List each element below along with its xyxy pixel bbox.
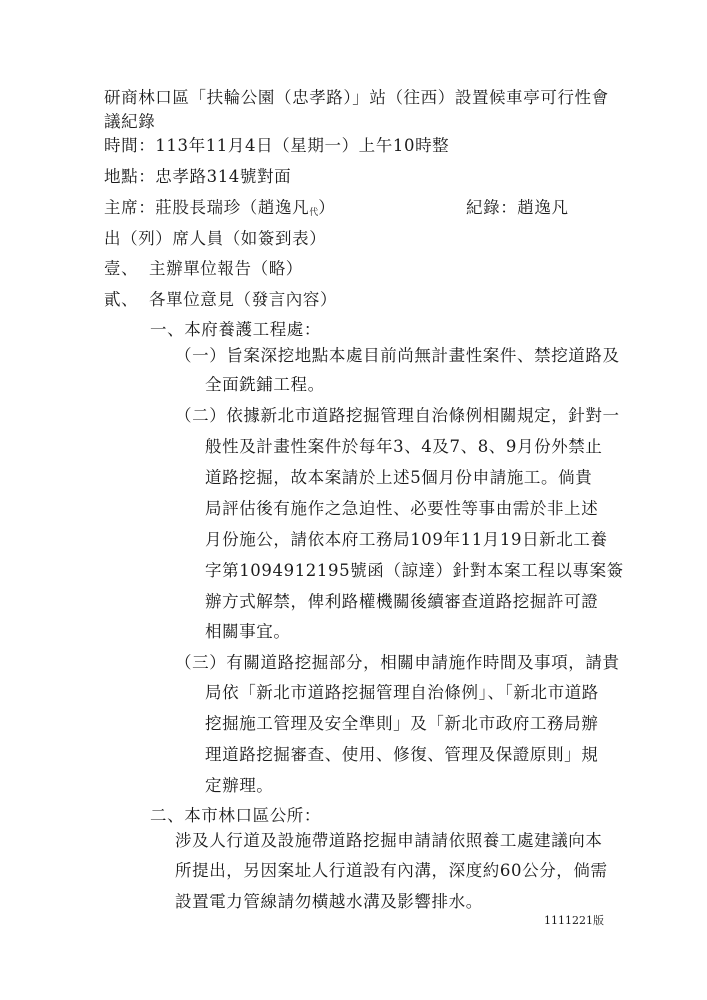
unit-2-line: 設置電力管線請勿橫越水溝及影響排水。 xyxy=(175,892,483,911)
unit-1-item-2-line: 月份施公，請依本府工務局109年11月19日新北工養 xyxy=(205,530,608,549)
section-1-number: 壹、 xyxy=(104,259,139,278)
title-line-1: 研商林口區「扶輪公園（忠孝路）」站（往西）設置候車亭可行性會 xyxy=(104,88,609,107)
unit-1-item-3-line: 定辦理。 xyxy=(205,776,274,795)
unit-1-item-3-line: 理道路挖掘審查、使用、修復、管理及保證原則」規 xyxy=(205,745,599,764)
unit-1-item-1-line: 全面銑鋪工程。 xyxy=(205,375,325,394)
unit-1-heading: 一、本府養護工程處： xyxy=(150,320,321,339)
unit-1-item-3-line: （三）有關道路挖掘部分，相關申請施作時間及事項，請貴 xyxy=(175,653,620,672)
unit-1-item-3-line: 挖掘施工管理及安全準則」及「新北市政府工務局辦 xyxy=(205,714,599,733)
meeting-recorder: 紀錄：趙逸凡 xyxy=(466,198,569,217)
chair-acting-mark: 代 xyxy=(309,208,319,218)
unit-1-item-2-line: 局評估後有施作之急迫性、必要性等事由需於非上述 xyxy=(205,499,599,518)
meeting-attendees: 出（列）席人員（如簽到表） xyxy=(104,229,327,248)
unit-1-item-1-line: （一）旨案深挖地點本處目前尚無計畫性案件、禁挖道路及 xyxy=(175,346,620,365)
section-2-number: 貳、 xyxy=(104,290,139,309)
meeting-place: 地點：忠孝路314號對面 xyxy=(104,167,292,186)
unit-1-item-2-line: （二）依據新北市道路挖掘管理自治條例相關規定，針對一 xyxy=(175,406,620,425)
chair-close: ） xyxy=(318,198,336,217)
unit-1-item-2-line: 相關事宜。 xyxy=(205,622,291,641)
unit-2-line: 所提出，另因案址人行道設有內溝，深度約60公分，倘需 xyxy=(175,861,608,880)
meeting-chair xyxy=(104,197,335,224)
unit-2-line: 涉及人行道及設施帶道路挖掘申請請依照養工處建議向本 xyxy=(175,831,603,850)
unit-2-heading: 二、本市林口區公所： xyxy=(150,806,321,825)
section-2-text: 各單位意見（發言內容） xyxy=(149,290,338,309)
unit-1-item-2-line: 字第1094912195號函（諒達）針對本案工程以專案簽 xyxy=(205,561,624,580)
unit-1-item-2-line: 般性及計畫性案件於每年3、4及7、8、9月份外禁止 xyxy=(205,437,603,456)
meeting-time: 時間：113年11月4日（星期一）上午10時整 xyxy=(104,136,450,155)
unit-1-item-2-line: 辦方式解禁，俾利路權機關後續審查道路挖掘許可證 xyxy=(205,592,599,611)
section-1-text: 主辦單位報告（略） xyxy=(149,259,303,278)
unit-1-item-2-line: 道路挖掘，故本案請於上述5個月份申請施工。倘貴 xyxy=(205,468,593,487)
version-footer: 1111221版 xyxy=(544,914,604,927)
title-line-2: 議紀錄 xyxy=(104,112,156,131)
chair-text: 主席：莊股長瑞珍（趙逸凡 xyxy=(104,198,310,217)
unit-1-item-3-line: 局依「新北市道路挖掘管理自治條例」、「新北市道路 xyxy=(205,683,599,702)
